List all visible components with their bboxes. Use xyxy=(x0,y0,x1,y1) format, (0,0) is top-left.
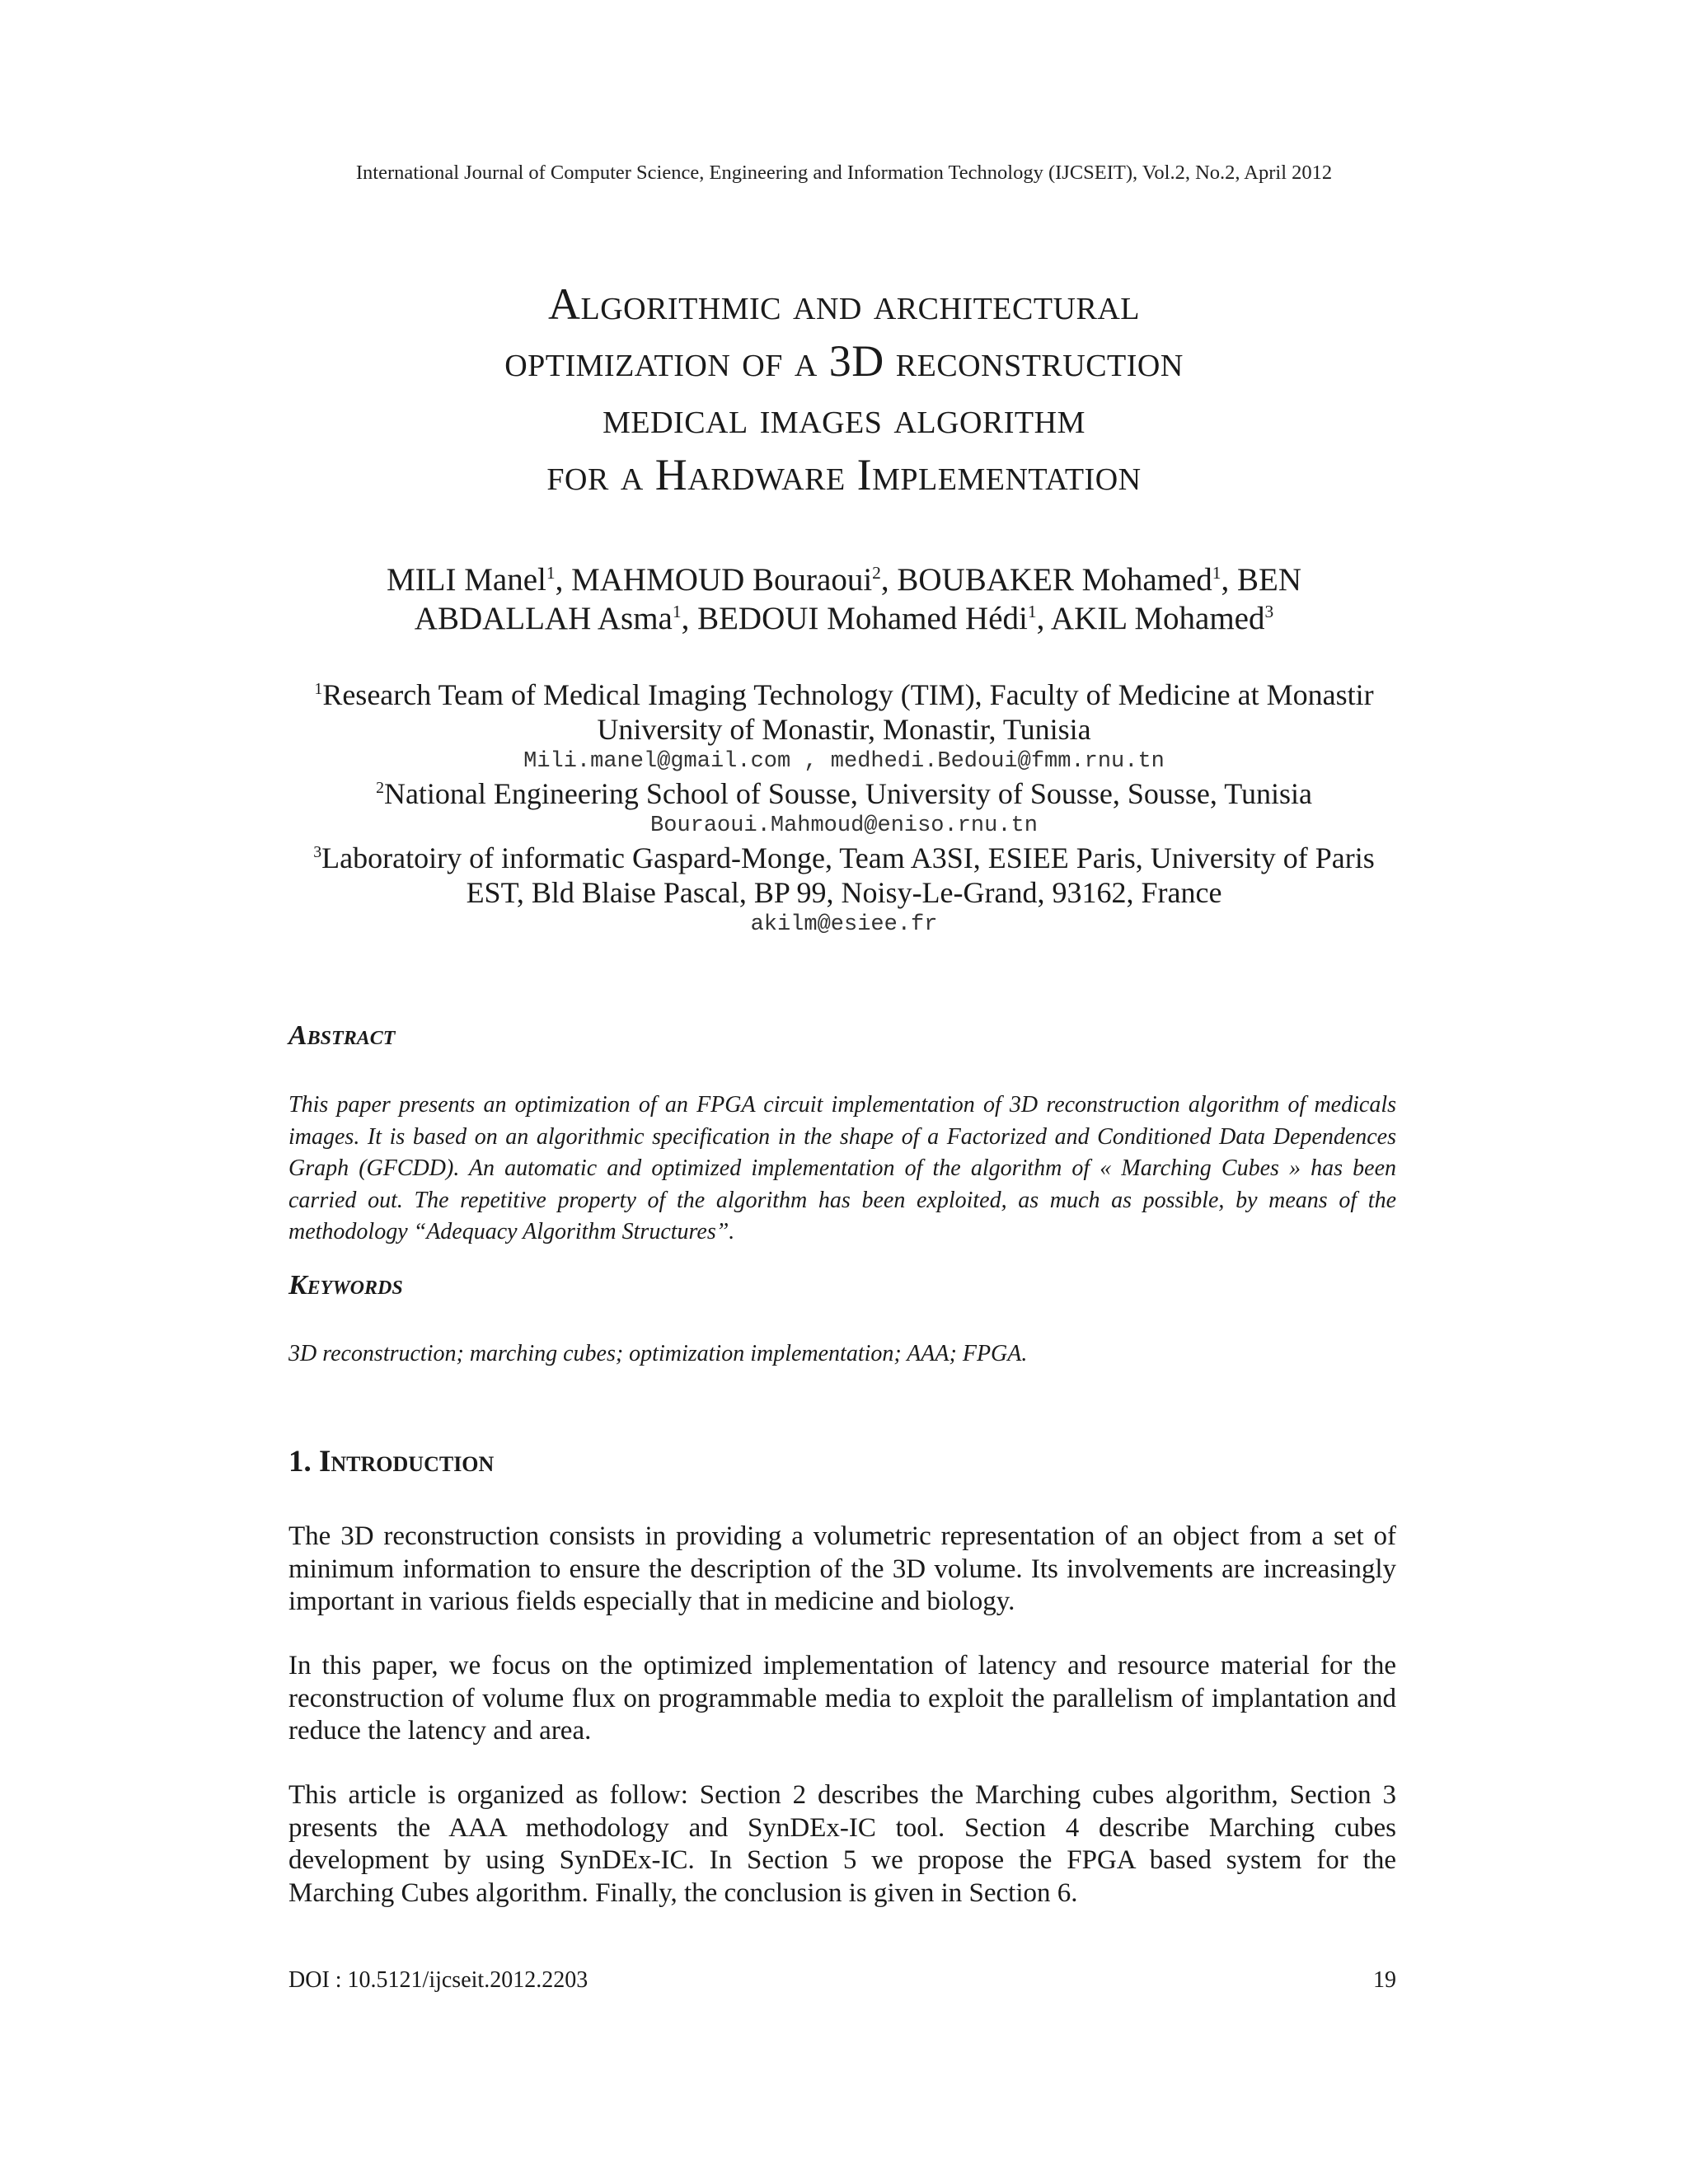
keywords-text: 3D reconstruction; marching cubes; optimization implementation; AAA; FPGA. xyxy=(288,1341,1028,1366)
affiliation-marker: 1 xyxy=(1212,563,1221,583)
title-line-2: optimization of a 3D reconstruction xyxy=(504,336,1184,386)
author-name: ABDALLAH Asma xyxy=(414,601,673,636)
affiliation-1-line-1 xyxy=(0,677,1688,712)
title-line-3: medical images algorithm xyxy=(603,393,1085,443)
author-name: , AKIL Mohamed xyxy=(1036,601,1265,636)
author-name: , BEDOUI Mohamed Hédi xyxy=(681,601,1028,636)
running-header: International Journal of Computer Science, Engineering and Information Technology (IJCSEIT), Vol.2, No.2, April 2012 xyxy=(355,162,1333,184)
author-name: MILI Manel xyxy=(387,562,546,598)
affiliation-3-line-1 xyxy=(0,841,1688,875)
page-number: 19 xyxy=(1373,1967,1396,1993)
affiliation-text: Laboratoiry of informatic Gaspard-Monge, Team A3SI, ESIEE Paris, University of Paris xyxy=(321,841,1375,874)
affiliation-marker: 1 xyxy=(546,563,556,583)
author-line-2 xyxy=(0,599,1688,638)
title-line-4: for a Hardware Implementation xyxy=(546,450,1142,499)
affiliation-marker: 3 xyxy=(1264,602,1274,621)
affiliation-marker: 2 xyxy=(872,563,881,583)
affiliation-marker: 1 xyxy=(672,602,682,621)
paper-title xyxy=(0,276,1688,504)
keywords-heading: Keywords xyxy=(288,1270,403,1301)
affiliation-1-line-2: University of Monastir, Monastir, Tunisia xyxy=(597,713,1091,746)
affiliation-2-line-1 xyxy=(0,776,1688,811)
affiliation-2-email: Bouraoui.Mahmoud@eniso.rnu.tn xyxy=(650,813,1038,838)
affiliation-marker: 2 xyxy=(376,779,384,797)
title-line-1: Algorithmic and architectural xyxy=(547,279,1141,329)
author-name: , MAHMOUD Bouraoui xyxy=(555,562,873,598)
author-name: , BEN xyxy=(1221,562,1301,598)
intro-paragraph-3: This article is organized as follow: Section 2 describes the Marching cubes algorithm, Section 3 presents the AAA methodology and SynDEx-IC tool. Section 4 describe Marching cubes development by using SynDEx-IC. In Section 5 we propose the FPGA based system for the Marching Cubes algorithm. Finally, the conclusion is given in Section 6. xyxy=(288,1780,1396,1908)
affiliation-text: National Engineering School of Sousse, University of Sousse, Sousse, Tunisia xyxy=(383,777,1312,810)
affiliation-marker: 1 xyxy=(314,680,323,698)
affiliation-3-line-2: EST, Bld Blaise Pascal, BP 99, Noisy-Le-Grand, 93162, France xyxy=(466,876,1222,909)
affiliation-3-email: akilm@esiee.fr xyxy=(750,912,938,937)
intro-paragraph-1: The 3D reconstruction consists in providing a volumetric representation of an object from a set of minimum information to ensure the description of the 3D volume. Its involvements are increasingly important in various fields especially that in medicine and biology. xyxy=(288,1521,1396,1616)
doi-footer: DOI : 10.5121/ijcseit.2012.2203 xyxy=(288,1967,588,1993)
abstract-text: This paper presents an optimization of an FPGA circuit implementation of 3D reconstruction algorithm of medicals images. It is based on an algorithmic specification in the shape of a Factorized and Conditioned Data Dependences Graph (GFCDD). An automatic and optimized implementation of the algorithm of « Marching Cubes » has been carried out. The repetitive property of the algorithm has been exploited, as much as possible, by means of the methodology “Adequacy Algorithm Structures”. xyxy=(288,1092,1396,1244)
intro-paragraph-2: In this paper, we focus on the optimized implementation of latency and resource material for the reconstruction of volume flux on programmable media to exploit the parallelism of implantation and reduce the latency and area. xyxy=(288,1651,1396,1746)
affiliations xyxy=(0,677,1688,940)
author-list xyxy=(0,560,1688,638)
affiliation-1-email: Mili.manel@gmail.com , medhedi.Bedoui@fmm.rnu.tn xyxy=(523,749,1165,774)
affiliation-text: Research Team of Medical Imaging Technology (TIM), Faculty of Medicine at Monastir xyxy=(322,678,1374,711)
introduction-heading: 1. Introduction xyxy=(288,1445,495,1479)
author-name: , BOUBAKER Mohamed xyxy=(880,562,1212,598)
affiliation-marker: 3 xyxy=(313,843,322,861)
author-line-1 xyxy=(0,560,1688,599)
affiliation-marker: 1 xyxy=(1027,602,1037,621)
abstract-heading: Abstract xyxy=(288,1020,396,1051)
